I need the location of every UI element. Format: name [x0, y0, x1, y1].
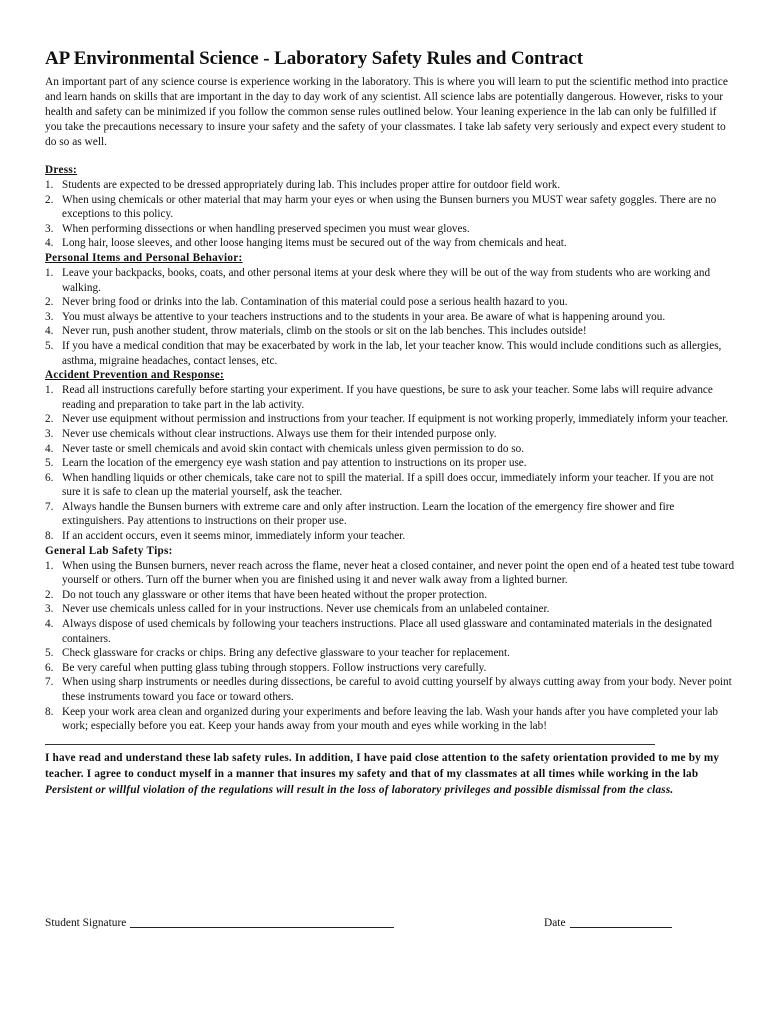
rules-list	[45, 559, 735, 734]
rule-text: If an accident occurs, even it seems minor, immediately inform your teacher.	[62, 530, 406, 543]
rule-number: 5.	[45, 647, 54, 660]
rule-number: 2.	[45, 588, 54, 601]
rule-text: Never taste or smell chemicals and avoid skin contact with chemicals unless given permission to do so.	[62, 442, 524, 455]
section-heading: Personal Items and Personal Behavior:	[45, 251, 243, 264]
rule-text: Leave your backpacks, books, coats, and other personal items at your desk where they will be out of the way from students who are working and walking.	[62, 266, 711, 294]
rule-text: Keep your work area clean and organized during your experiments and before leaving the lab. Wash your hands after you have completed your lab work; especially before you eat. Keep your hands away from your mouth and eyes while working in the lab!	[62, 705, 719, 733]
rule-item	[45, 456, 735, 471]
rule-number: 5.	[45, 339, 54, 352]
rule-item	[45, 339, 735, 368]
rule-item	[45, 559, 735, 588]
rule-number: 8.	[45, 705, 54, 718]
rule-number: 3.	[45, 603, 54, 616]
rule-number: 2.	[45, 193, 54, 206]
rule-number: 2.	[45, 413, 54, 426]
rule-number: 4.	[45, 618, 54, 631]
rule-number: 2.	[45, 296, 54, 309]
rule-text: Check glassware for cracks or chips. Bring any defective glassware to your teacher for replacement.	[62, 647, 510, 660]
rule-text: Be very careful when putting glass tubing through stoppers. Follow instructions very carefully.	[62, 661, 487, 674]
date-label: Date	[544, 917, 566, 929]
rule-text: Learn the location of the emergency eye wash station and pay attention to instructions on its proper use.	[62, 457, 527, 470]
section-heading: Dress:	[45, 164, 78, 176]
rule-text: When using sharp instruments or needles during dissections, be careful to avoid cutting yourself by always cutting away from your body. Never point these instruments toward you face or toward others.	[62, 676, 732, 703]
rule-text: You must always be attentive to your teachers instructions and to the students in your area. Be aware of what is happening around you.	[62, 310, 666, 323]
rule-number: 5.	[45, 457, 54, 470]
rule-text: Long hair, loose sleeves, and other loose hanging items must be secured out of the way from chemicals and heat.	[62, 237, 567, 250]
rule-item	[45, 427, 735, 442]
rule-text: Never use chemicals without clear instructions. Always use them for their intended purpose only.	[62, 427, 497, 440]
rule-text: If you have a medical condition that may be exacerbated by work in the lab, let your teacher know. This would include conditions such as allergies, asthma, migraine headaches, contact lenses, etc.	[62, 339, 722, 367]
rule-item	[45, 266, 735, 295]
date-field[interactable]	[544, 917, 672, 929]
rule-number: 7.	[45, 676, 54, 689]
rule-text: Students are expected to be dressed appropriately during lab. This includes proper attire for outdoor field work.	[62, 179, 561, 191]
signature-line[interactable]	[130, 927, 394, 928]
agreement-statement	[45, 750, 735, 798]
rule-text: Never use chemicals unless called for in your instructions. Never use chemicals from an unlabeled container.	[62, 603, 550, 616]
rule-text: Never bring food or drinks into the lab. Contamination of this material could pose a serious health hazard to you.	[62, 296, 568, 309]
rule-number: 3.	[45, 310, 54, 323]
rule-number: 1.	[45, 559, 54, 572]
rule-number: 3.	[45, 427, 54, 440]
rule-item	[45, 529, 735, 544]
date-line[interactable]	[570, 927, 672, 928]
rule-item	[45, 471, 735, 500]
rule-item	[45, 588, 735, 603]
signature-label: Student Signature	[45, 917, 127, 929]
rule-item	[45, 383, 735, 412]
rule-text: Never use equipment without permission and instructions from your teacher. If equipment is not working properly, immediately inform your teacher.	[62, 413, 729, 426]
rules-list	[45, 178, 735, 251]
rule-number: 8.	[45, 530, 54, 543]
section-heading: General Lab Safety Tips:	[45, 544, 173, 557]
rule-number: 7.	[45, 500, 54, 513]
rule-item	[45, 705, 735, 734]
rule-item	[45, 324, 735, 339]
rule-number: 1.	[45, 266, 54, 279]
rule-item	[45, 675, 735, 704]
rule-item	[45, 500, 735, 529]
section-heading: Accident Prevention and Response:	[45, 369, 225, 382]
separator-line	[45, 744, 655, 745]
rule-text: Always dispose of used chemicals by following your teachers instructions. Place all used glassware and contaminated materials in the designated containers.	[62, 618, 712, 645]
intro-paragraph: An important part of any science course is experience working in the laboratory. This is where you will learn to put the scientific method into practice and learn hands on skills that are important in the day to day work of any scientist. All science labs are potentially dangerous. However, risks to your health and safety can be minimized if you follow the common sense rules outlined below. Your leaning experience in the lab can only be fulfilled if you take the precautions necessary to insure your safety and the safety of your classmates. I take lab safety very seriously and expect every student to do so as well.	[45, 76, 728, 148]
rule-item	[45, 178, 735, 193]
rule-number: 4.	[45, 237, 54, 250]
rule-number: 1.	[45, 179, 54, 191]
rule-item	[45, 646, 735, 661]
rule-text: Read all instructions carefully before starting your experiment. If you have questions, be sure to ask your teacher. Some labs will require advance reading and preparation to take part in the lab activity.	[62, 384, 713, 411]
agreement-warning: Persistent or willful violation of the regulations will result in the loss of laboratory privileges and possible dismissal from the class.	[45, 783, 674, 796]
rule-text: When using chemicals or other material that may harm your eyes or when using the Bunsen burners you MUST wear safety goggles. There are no exceptions to this policy.	[62, 193, 717, 221]
rules-list	[45, 383, 735, 544]
rule-item	[45, 222, 735, 237]
rule-number: 3.	[45, 222, 54, 235]
rule-text: When handling liquids or other chemicals, take care not to spill the material. If a spill does occur, immediately inform your teacher. If you are not sure it is safe to clean up the material yourself, ask the teacher.	[62, 471, 714, 499]
rule-number: 1.	[45, 384, 54, 397]
rule-number: 4.	[45, 442, 54, 455]
rule-text: When using the Bunsen burners, never reach across the flame, never heat a closed container, and never point the open end of a heated test tube toward yourself or others. Turn off the burner when you are finished using it and never walk away from a lighted burner.	[62, 559, 735, 587]
document-page	[45, 48, 735, 798]
rule-item	[45, 661, 735, 676]
rule-text: Always handle the Bunsen burners with extreme care and only after instruction. Learn the location of the emergency fire shower and fire extinguishers. Pay attentions to instructions on their proper use.	[62, 500, 675, 528]
agreement-text: I have read and understand these lab safety rules. In addition, I have paid close attention to the safety orientation provided to me by my teacher. I agree to conduct myself in a manner that insures my safety and that of my classmates at all times while working in the lab	[45, 751, 720, 780]
page-title: AP Environmental Science - Laboratory Safety Rules and Contract	[45, 48, 583, 69]
rule-item	[45, 602, 735, 617]
rule-number: 6.	[45, 471, 54, 484]
rule-item	[45, 442, 735, 457]
rule-item	[45, 236, 735, 251]
student-signature-field[interactable]	[45, 917, 394, 929]
rule-item	[45, 310, 735, 325]
rule-text: Do not touch any glassware or other items that have been heated without the proper protection.	[62, 588, 487, 601]
rule-item	[45, 412, 735, 427]
rule-text: When performing dissections or when handling preserved specimen you must wear gloves.	[62, 222, 470, 235]
rules-sections	[45, 163, 735, 734]
rule-number: 4.	[45, 325, 54, 338]
rules-list	[45, 266, 735, 368]
rule-item	[45, 295, 735, 310]
rule-item	[45, 617, 735, 646]
rule-text: Never run, push another student, throw materials, climb on the stools or sit on the lab benches. This includes outside!	[62, 325, 587, 338]
rule-number: 6.	[45, 661, 54, 674]
rule-item	[45, 193, 735, 222]
